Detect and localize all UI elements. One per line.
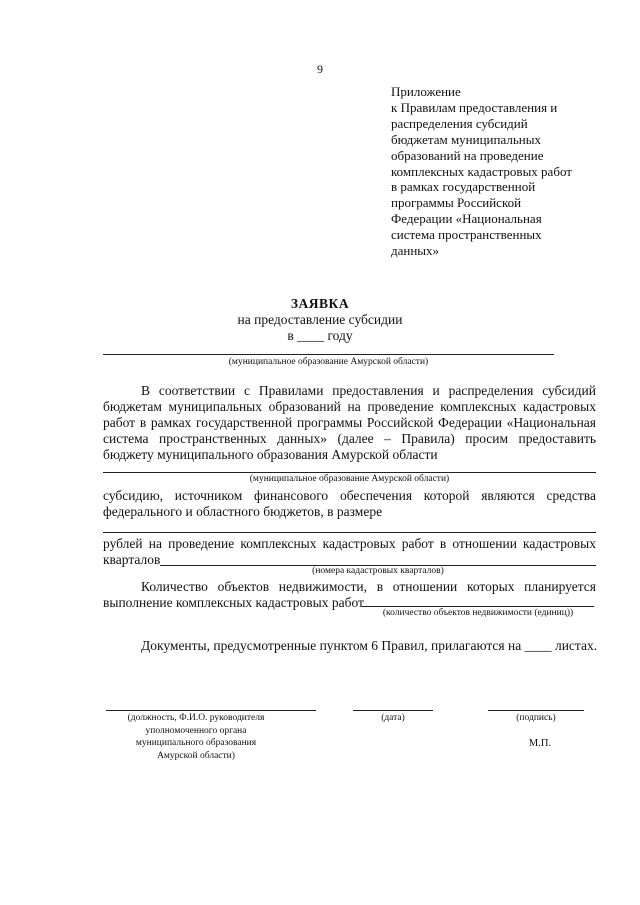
rubles-line-1: рублей на проведение комплексных кадастровых работ в отношении кадастровых xyxy=(103,536,596,551)
objects-line-2: выполнение комплексных кадастровых работ xyxy=(103,595,364,610)
amount-field-line[interactable] xyxy=(103,532,596,533)
title-block xyxy=(0,296,640,344)
stamp-label: М.П. xyxy=(528,738,552,749)
appendix-line: Федерации «Национальная xyxy=(391,211,542,227)
appendix-line: система пространственных xyxy=(391,227,542,243)
objects-field-line[interactable] xyxy=(362,606,594,607)
municipality-caption-2: (муниципальное образование Амурской области) xyxy=(249,474,450,484)
position-field-line[interactable] xyxy=(106,710,316,711)
appendix-line: в рамках государственной xyxy=(391,179,536,195)
rubles-line-2: кварталов xyxy=(103,552,161,567)
appendix-line: комплексных кадастровых работ xyxy=(391,163,572,179)
quarters-caption: (номера кадастровых кварталов) xyxy=(312,566,444,576)
document-title: ЗАЯВКА xyxy=(290,296,350,311)
appendix-line: программы Российской xyxy=(391,195,522,211)
signature-caption: (подпись) xyxy=(516,713,556,723)
appendix-line: данных» xyxy=(391,243,440,259)
subsidy-line-1: субсидию, источником финансового обеспечения которой являются средства xyxy=(103,488,596,503)
appendix-line: Приложение xyxy=(391,84,461,99)
page-number: 9 xyxy=(317,62,323,76)
main-paragraph: В соответствии с Правилами предоставления и распределения субсидий бюджетам муниципальных образований на проведение комплексных кадастровых работ в рамках государственной программы Российской Федерации «Национальная система пространственных данных» (далее – Правила) просим предоставить бюджету муниципального образования Амурской области xyxy=(103,383,596,462)
appendix-line: распределения субсидий xyxy=(391,115,528,131)
objects-caption: (количество объектов недвижимости (единиц)) xyxy=(382,608,574,618)
appendix-block xyxy=(391,84,631,259)
date-field-line[interactable] xyxy=(353,710,433,711)
municipality-caption: (муниципальное образование Амурской области) xyxy=(228,357,429,367)
subsidy-line-2: федерального и областного бюджетов, в размере xyxy=(103,504,383,519)
year-line: в ____ году xyxy=(287,328,353,343)
objects-line-1: Количество объектов недвижимости, в отношении которых планируется xyxy=(141,579,596,594)
documents-line: Документы, предусмотренные пунктом 6 Правил, прилагаются на ____ листах. xyxy=(141,638,598,653)
appendix-line: образований на проведение xyxy=(391,147,544,163)
municipality-field-line-2[interactable] xyxy=(103,472,596,473)
date-caption: (дата) xyxy=(381,713,405,723)
appendix-line: к Правилам предоставления и xyxy=(391,99,558,115)
appendix-line: бюджетам муниципальных xyxy=(391,131,541,147)
signature-field-line[interactable] xyxy=(488,710,584,711)
document-subtitle: на предоставление субсидии xyxy=(237,312,403,327)
position-caption: (должность, Ф.И.О. руководителя уполномоченного органа муниципального образования Амурской области) xyxy=(127,713,265,761)
municipality-field-line[interactable] xyxy=(103,354,554,355)
